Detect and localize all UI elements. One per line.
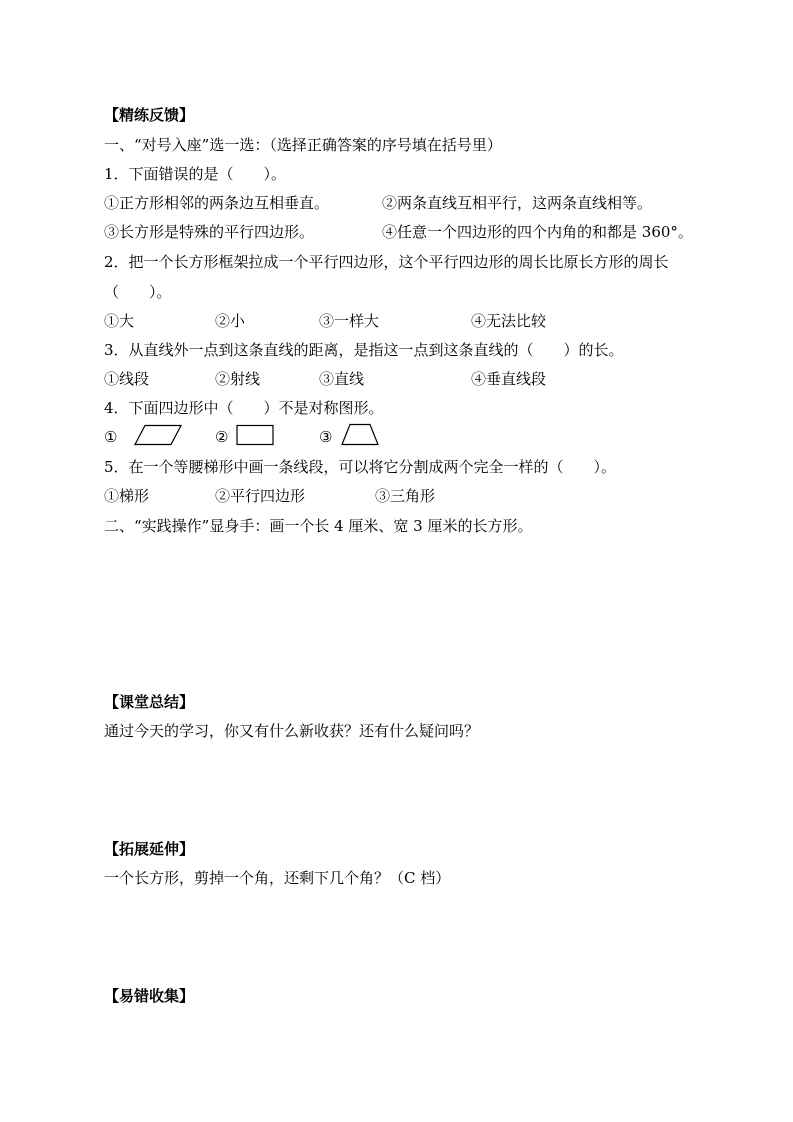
q2-stem: 2．把一个长方形框架拉成一个平行四边形，这个平行四边形的周长比原长方形的周长: [104, 253, 669, 271]
q1-stem: 1．下面错误的是（ ）。: [104, 165, 287, 183]
summary-heading: 【课堂总结】: [104, 693, 195, 711]
q4-option-1: ①: [104, 428, 118, 446]
summary-text: 通过今天的学习，你又有什么新收获？还有什么疑问吗？: [104, 722, 480, 740]
q2-option-3: ③一样大: [319, 312, 380, 330]
q4-stem: 4．下面四边形中（ ）不是对称图形。: [104, 399, 384, 417]
extension-heading: 【拓展延伸】: [104, 840, 195, 858]
q3-option-1: ①线段: [104, 370, 150, 388]
q3-option-3: ③直线: [319, 370, 365, 388]
q2-stem-continued: （ ）。: [104, 283, 172, 301]
q5-option-3: ③三角形: [375, 487, 436, 505]
q5-stem: 5．在一个等腰梯形中画一条线段，可以将它分割成两个完全一样的（ ）。: [104, 458, 617, 476]
practice-heading: 【精练反馈】: [104, 106, 195, 124]
mistakes-heading: 【易错收集】: [104, 987, 195, 1005]
section1-title: 一、“对号入座”选一选：（选择正确答案的序号填在括号里）: [104, 136, 502, 154]
q2-option-2: ②小: [215, 312, 246, 330]
q1-option-4: ④任意一个四边形的四个内角的和都是 360°。: [382, 223, 693, 241]
q3-option-2: ②射线: [215, 370, 261, 388]
q5-option-1: ①梯形: [104, 487, 150, 505]
q3-option-4: ④垂直线段: [471, 370, 547, 388]
section2-title: 二、“实践操作”显身手：画一个长 4 厘米、宽 3 厘米的长方形。: [104, 517, 533, 535]
rectangle-icon: [236, 424, 274, 446]
q5-option-2: ②平行四边形: [215, 487, 306, 505]
parallelogram-icon: [133, 424, 183, 446]
extension-text: 一个长方形，剪掉一个角，还剩下几个角？（C 档）: [104, 869, 451, 887]
q2-option-1: ①大: [104, 312, 135, 330]
q3-stem: 3．从直线外一点到这条直线的距离，是指这一点到这条直线的（ ）的长。: [104, 341, 624, 359]
q2-option-4: ④无法比较: [471, 312, 547, 330]
q1-option-2: ②两条直线互相平行，这两条直线相等。: [382, 194, 653, 212]
q4-option-2: ②: [215, 428, 229, 446]
q1-option-3: ③长方形是特殊的平行四边形。: [104, 223, 315, 241]
q1-option-1: ①正方形相邻的两条边互相垂直。: [104, 194, 330, 212]
q4-option-3: ③: [319, 428, 333, 446]
trapezoid-icon: [340, 423, 380, 446]
